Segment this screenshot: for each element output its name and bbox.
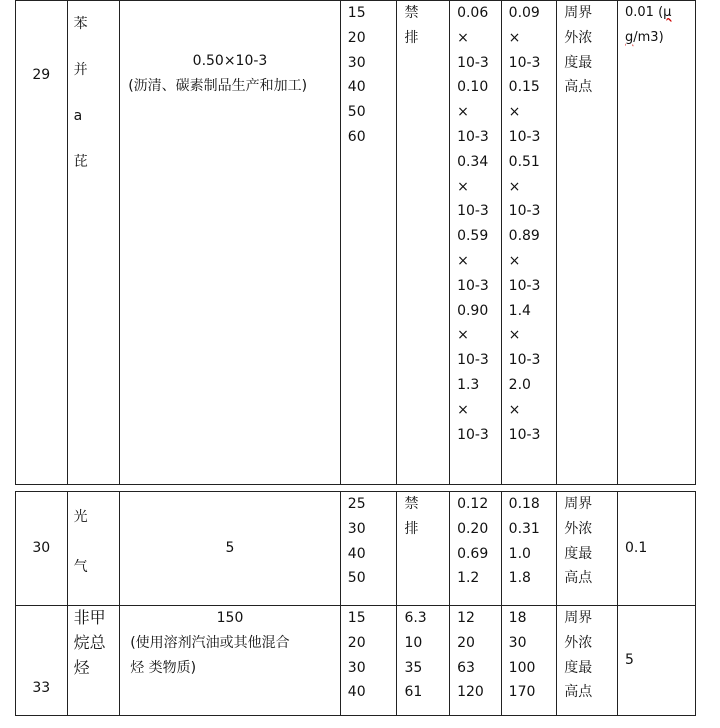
row-number: 33	[16, 606, 68, 716]
rate-class-1: 6.3 10 35 61	[397, 606, 450, 716]
pollutant-name: 非甲 烷总 烃	[67, 606, 120, 716]
rate-class-2: 0.12 0.20 0.69 1.2	[450, 492, 502, 606]
concentration-limit: 0.1	[618, 492, 696, 606]
table-row	[16, 1, 696, 485]
rate-class-1: 禁 排	[397, 492, 450, 606]
rate-class-3: 18 30 100 170	[501, 606, 557, 716]
row-number: 30	[16, 492, 68, 606]
stack-heights: 25 30 40 50	[340, 492, 397, 606]
row-number: 29	[16, 1, 68, 485]
stack-heights: 15 20 30 40 50 60	[340, 1, 397, 485]
concentration-limit: 0.01 (μ g/m3)	[618, 1, 696, 485]
rate-class-3: 0.09 × 10-3 0.15 × 10-3 0.51 × 10-3 0.89 × 10-3 1.4 × 10-3 2.0 × 10-3	[501, 1, 557, 485]
table-row	[16, 492, 696, 606]
pollutant-name: 光 气	[67, 492, 120, 606]
pollutant-name: 苯 并 a 芘	[67, 1, 120, 485]
concentration-limit: 5	[618, 606, 696, 716]
monitoring-point: 周界 外浓 度最 高点	[557, 1, 618, 485]
rate-class-3: 0.18 0.31 1.0 1.8	[501, 492, 557, 606]
emission-standards-table	[15, 0, 696, 716]
stack-heights: 15 20 30 40	[340, 606, 397, 716]
emission-standard: 5	[120, 492, 341, 606]
rate-class-1: 禁 排	[397, 1, 450, 485]
table-row	[16, 606, 696, 716]
emission-standard: 0.50×10-3 (沥清、碳素制品生产和加工)	[120, 1, 341, 485]
emission-standard: 150 (使用溶剂汽油或其他混合 烃 类物质)	[120, 606, 341, 716]
monitoring-point: 周界 外浓 度最 高点	[557, 606, 618, 716]
rate-class-2: 0.06 × 10-3 0.10 × 10-3 0.34 × 10-3 0.59 × 10-3 0.90 × 10-3 1.3 × 10-3	[450, 1, 502, 485]
monitoring-point: 周界 外浓 度最 高点	[557, 492, 618, 606]
rate-class-2: 12 20 63 120	[450, 606, 502, 716]
